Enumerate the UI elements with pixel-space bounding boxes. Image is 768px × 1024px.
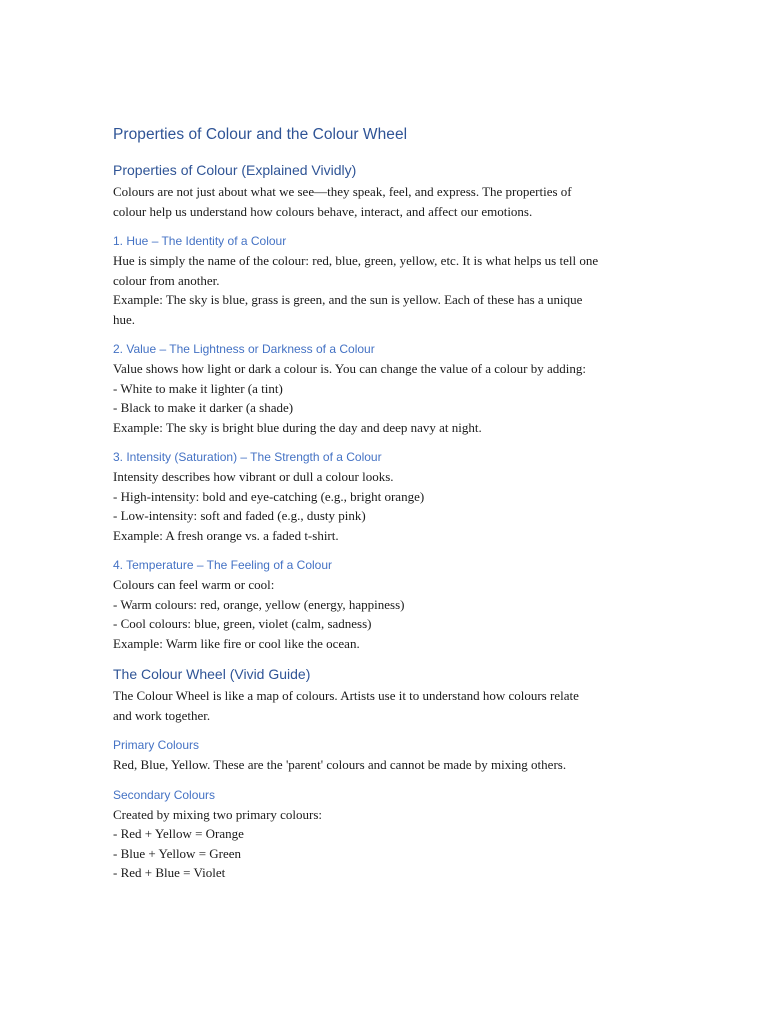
section-heading-wheel: The Colour Wheel (Vivid Guide) [113,666,311,682]
paragraph-line: Example: The sky is bright blue during the day and deep navy at night. [113,419,482,435]
paragraph-line: Red, Blue, Yellow. These are the 'parent' colours and cannot be made by mixing others. [113,757,567,772]
list-item: - Red + Blue = Violet [113,865,226,880]
document-title: Properties of Colour and the Colour Wheel [113,126,408,143]
subheading-hue: 1. Hue – The Identity of a Colour [113,234,287,248]
paragraph-line: Intensity describes how vibrant or dull a colour looks. [113,469,394,484]
paragraph-line: Value shows how light or dark a colour is. You can change the value of a colour by adding: [113,361,586,376]
list-item: - High-intensity: bold and eye-catching (e.g., bright orange) [113,488,425,504]
paragraph-line: Hue is simply the name of the colour: red, blue, green, yellow, etc. It is what helps us tell one [113,253,599,268]
value-body [113,359,708,437]
paragraph-line: The Colour Wheel is like a map of colours. Artists use it to understand how colours relate [113,688,579,703]
subheading-intensity: 3. Intensity (Saturation) – The Strength of a Colour [113,450,382,464]
primary-body [113,755,708,775]
properties-intro [113,182,708,221]
paragraph-line: Example: A fresh orange vs. a faded t-shirt. [113,527,339,543]
paragraph-line: Colours are not just about what we see—they speak, feel, and express. The properties of [113,184,572,199]
paragraph-line: and work together. [113,707,211,723]
wheel-intro [113,686,708,725]
paragraph-line: Example: The sky is blue, grass is green, and the sun is yellow. Each of these has a unique [113,292,583,307]
temperature-body [113,575,708,653]
paragraph-line: Created by mixing two primary colours: [113,806,323,822]
paragraph-line: Colours can feel warm or cool: [113,577,275,592]
secondary-body [113,805,708,883]
list-item: - Red + Yellow = Orange [113,826,244,841]
hue-body [113,251,708,329]
subheading-value: 2. Value – The Lightness or Darkness of a Colour [113,342,375,356]
paragraph-line: hue. [113,311,136,327]
section-heading-properties: Properties of Colour (Explained Vividly) [113,162,357,178]
subheading-primary: Primary Colours [113,738,200,752]
list-item: - Warm colours: red, orange, yellow (energy, happiness) [113,596,405,612]
intensity-body [113,467,708,545]
paragraph-line: colour help us understand how colours behave, interact, and affect our emotions. [113,203,533,219]
subheading-temperature: 4. Temperature – The Feeling of a Colour [113,558,333,572]
list-item: - White to make it lighter (a tint) [113,380,283,396]
list-item: - Black to make it darker (a shade) [113,400,294,415]
list-item: - Blue + Yellow = Green [113,845,242,861]
paragraph-line: colour from another. [113,272,220,288]
subheading-secondary: Secondary Colours [113,787,216,802]
paragraph-line: Example: Warm like fire or cool like the ocean. [113,635,360,651]
list-item: - Cool colours: blue, green, violet (calm, sadness) [113,616,372,631]
list-item: - Low-intensity: soft and faded (e.g., dusty pink) [113,508,366,523]
